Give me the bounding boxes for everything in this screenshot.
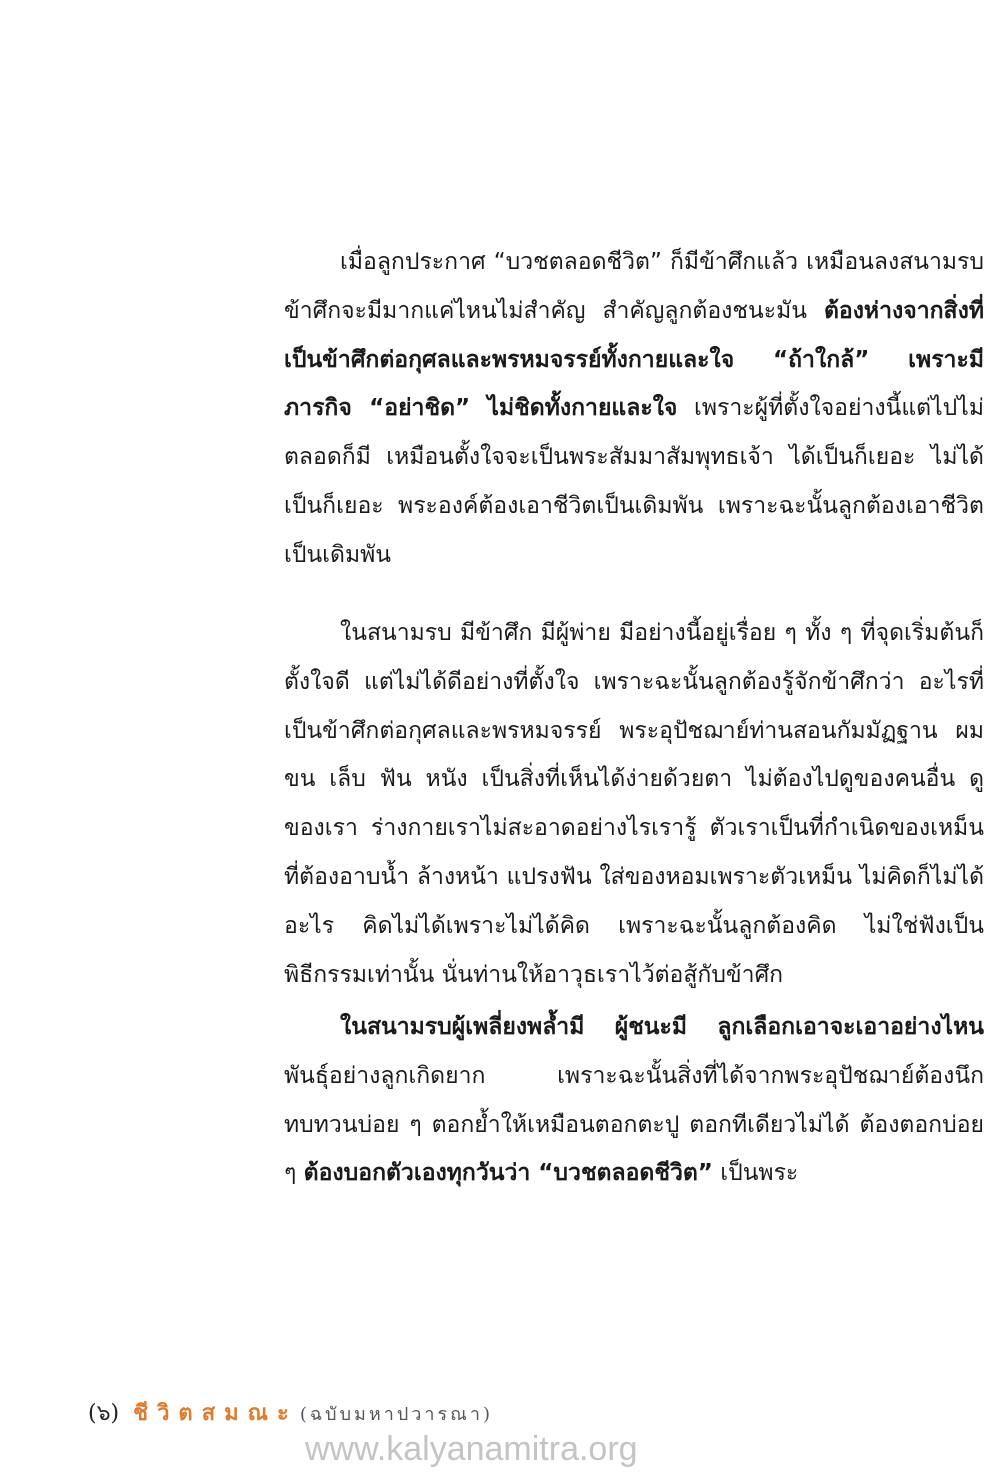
page-footer [88,1398,493,1431]
para1-bold-1: ต้องห่างจากสิ่งที่เป็นข้าศึกต่อกุศลและพรหมจรรย์ทั้งกายและใจ “ถ้าใกล้” เพราะมีภารกิจ “อย่าชิด” ไม่ชิดทั้งกายและใจ [284,297,984,422]
page-number: (๖) [88,1401,120,1426]
paragraph-2 [284,609,984,999]
paragraph-1 [284,238,984,580]
watermark-url: www.kalyanamitra.org [305,1430,638,1468]
para1-text-1: เมื่อลูกประกาศ “บวชตลอดชีวิต” ก็มีข้าศึกแล้ว เหมือนลงสนามรบ ข้าศึกจะมีมากแค่ไหนไม่สำคัญ สำคัญลูกต้องชนะมัน [284,249,984,324]
para3-bold-2: ต้องบอกตัวเองทุกวันว่า “บวชตลอดชีวิต” [303,1160,713,1187]
para1-text-2: เพราะผู้ที่ตั้งใจอย่างนี้แต่ไปไม่ตลอดก็มี เหมือนตั้งใจจะเป็นพระสัมมาสัมพุทธเจ้า ได้เป็นก็เยอะ ไม่ได้เป็นก็เยอะ พระองค์ต้องเอาชีวิตเป็นเดิมพัน เพราะฉะนั้นลูกต้องเอาชีวิตเป็นเดิมพัน [284,395,984,568]
para3-bold-1: ในสนามรบผู้เพลี่ยงพล้ำมี ผู้ชนะมี ลูกเลือกเอาจะเอาอย่างไหน [340,1014,984,1040]
para3-text-1: พันธุ์อย่างลูกเกิดยาก เพราะฉะนั้นสิ่งที่ได้จากพระอุปัชฌาย์ต้องนึกทบทวนบ่อย ๆ ตอกย้ำให้เหมือนตอกตะปู ตอกทีเดียวไม่ได้ ต้องตอกบ่อย ๆ [284,1062,984,1187]
edition-label: (ฉบับมหาปวารณา) [299,1404,493,1425]
book-title: ชีวิตสมณะ [133,1401,298,1426]
para3-text-2: เป็นพระ [712,1160,799,1187]
para2-text-1: ในสนามรบ มีข้าศึก มีผู้พ่าย มีอย่างนี้อยู่เรื่อย ๆ ทั้ง ๆ ที่จุดเริ่มต้นก็ตั้งใจดี แต่ไม่ได้ดีอย่างที่ตั้งใจ เพราะฉะนั้นลูกต้องรู้จักข้าศึกว่า อะไรที่เป็นข้าศึกต่อกุศลและพรหมจรรย์ พระอุปัชฌาย์ท่านสอนกัมมัฏฐาน ผม ขน เล็บ ฟัน หนัง เป็นสิ่งที่เห็นได้ง่ายด้วยตา ไม่ต้องไปดูของคนอื่น ดูของเรา ร่างกายเราไม่สะอาดอย่างไรเรารู้ ตัวเราเป็นที่กำเนิดของเหม็น ที่ต้องอาบน้ำ ล้างหน้า แปรงฟัน ใส่ของหอมเพราะตัวเหม็น ไม่คิดก็ไม่ได้อะไร คิดไม่ได้เพราะไม่ได้คิด เพราะฉะนั้นลูกต้องคิด ไม่ใช่ฟังเป็นพิธีกรรมเท่านั้น นั่นท่านให้อาวุธเราไว้ต่อสู้กับข้าศึก [284,620,984,988]
paragraph-3 [284,1003,984,1198]
